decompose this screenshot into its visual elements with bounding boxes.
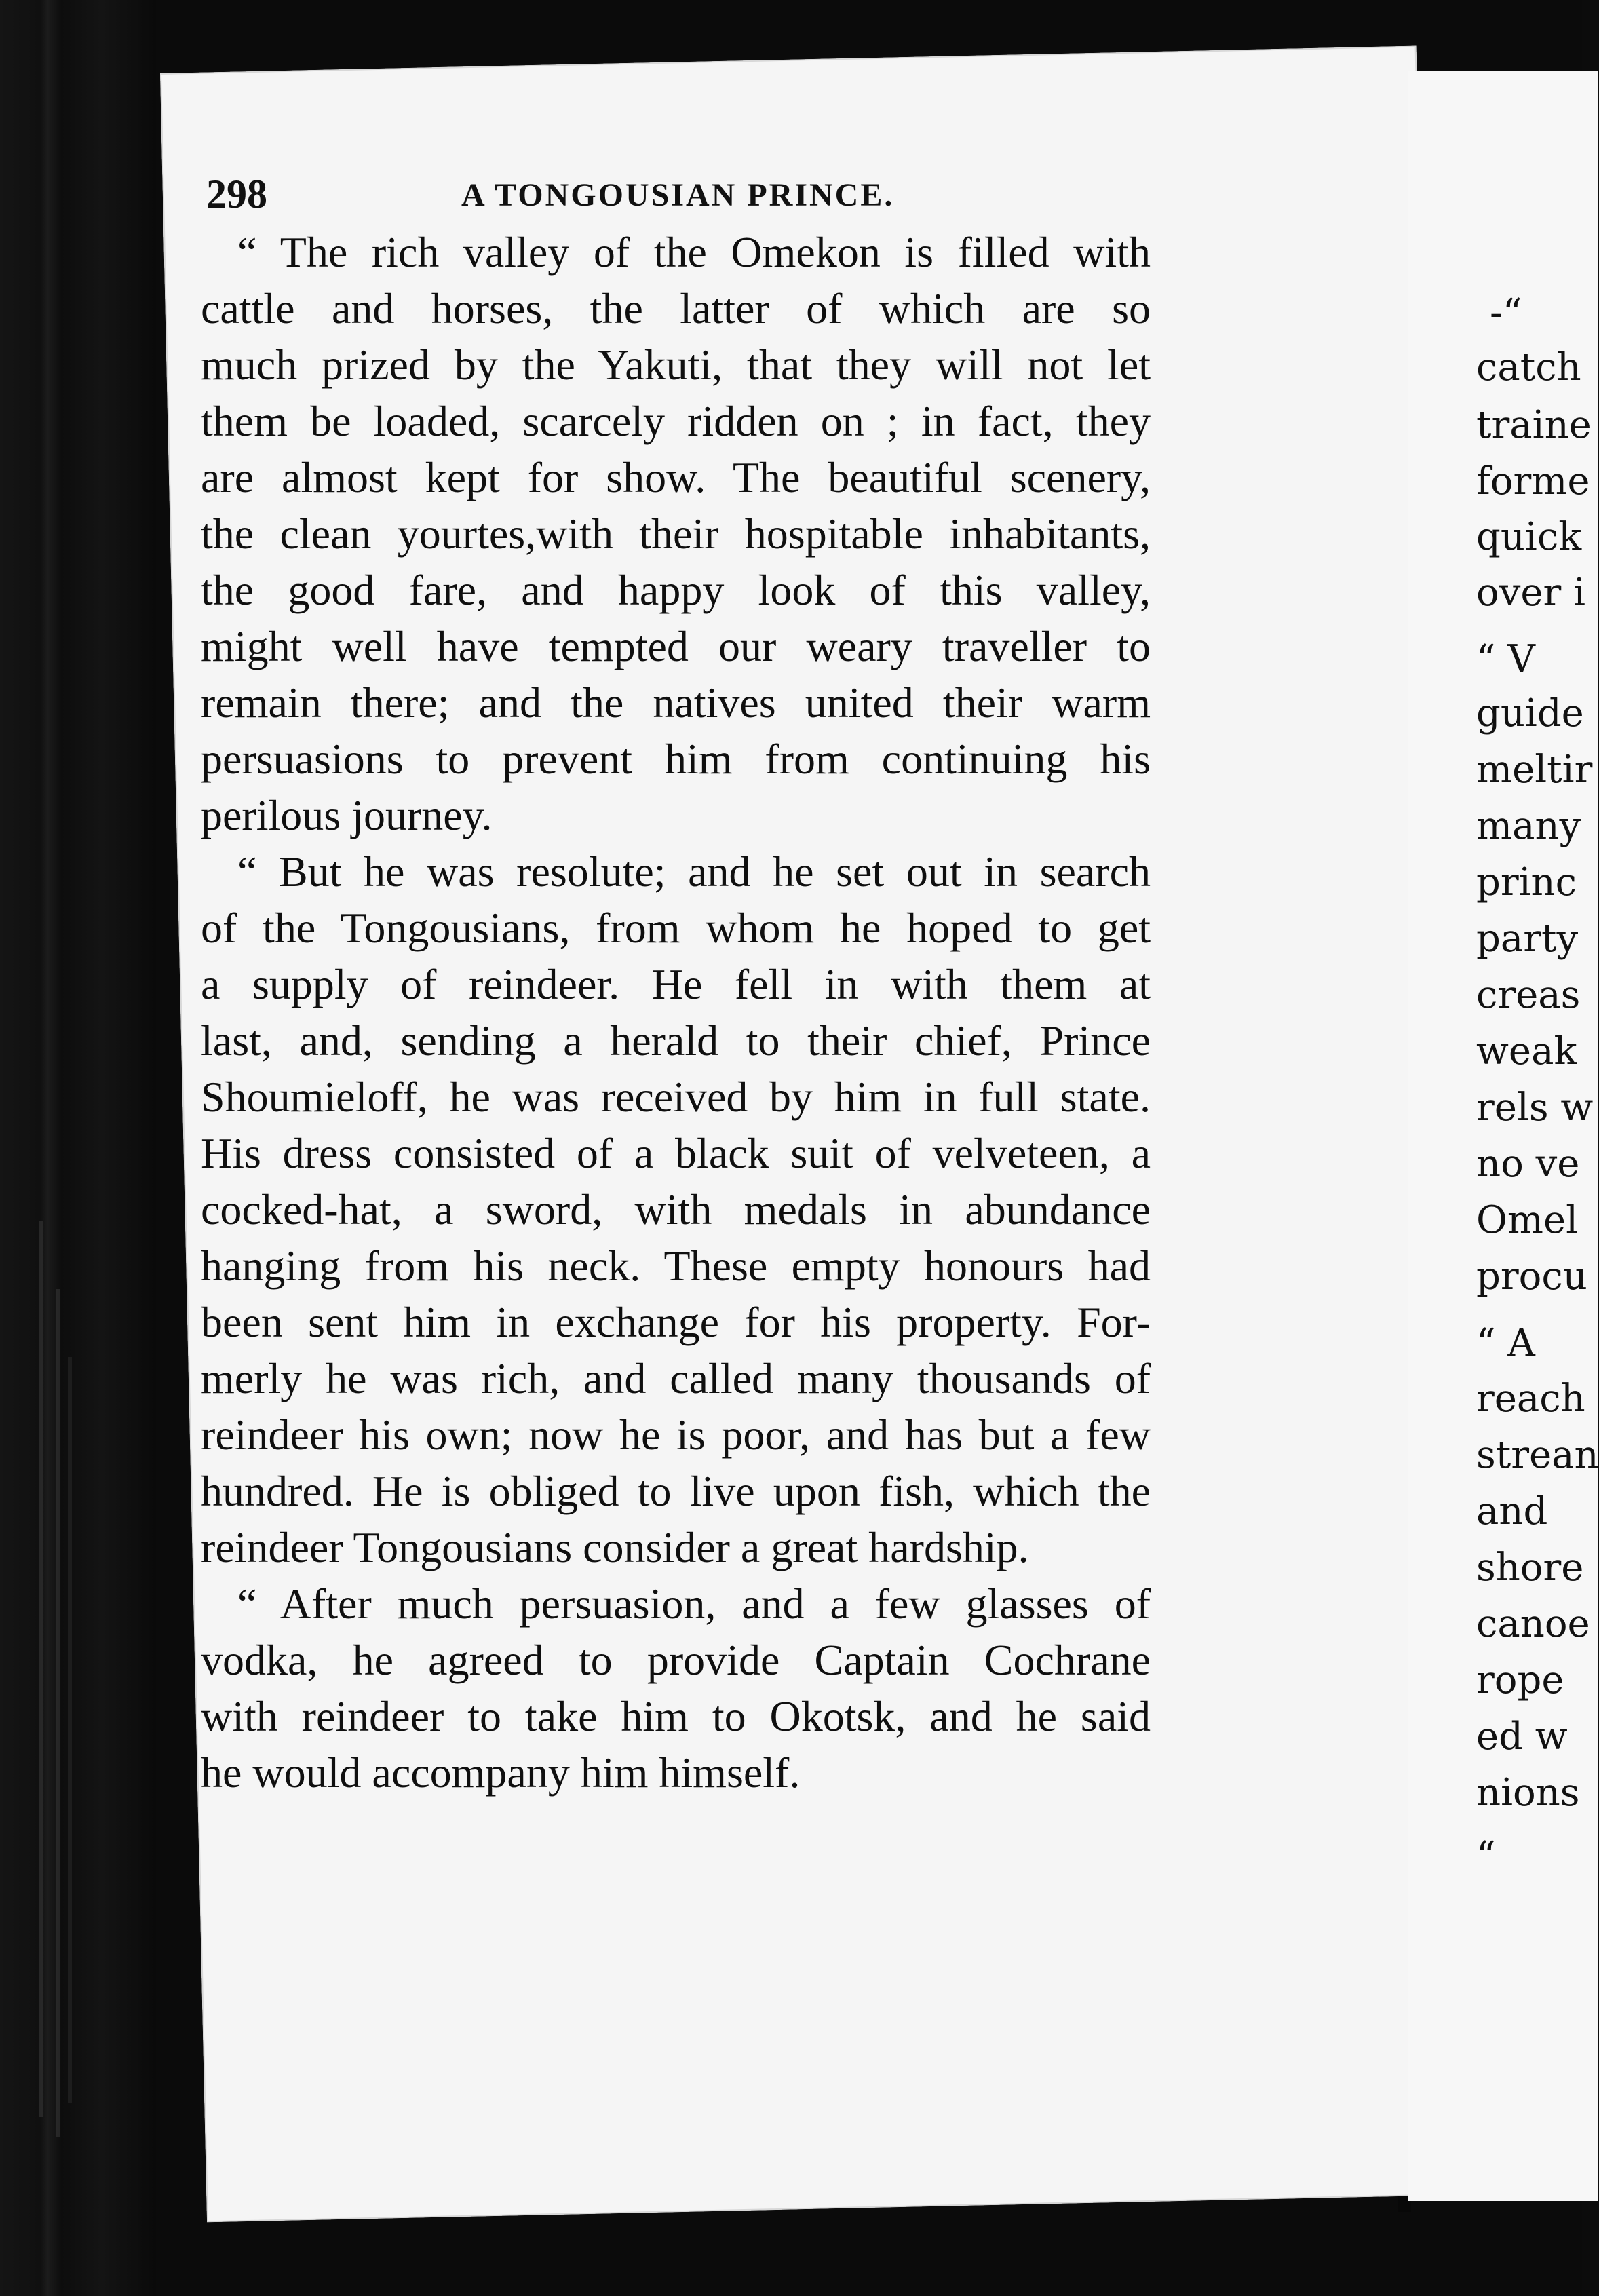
- text-line: “ The rich valley of the Omekon is filled with: [237, 228, 1151, 276]
- right-page-line-fragment: creas: [1476, 973, 1581, 1017]
- binding-streak: [56, 1289, 60, 2137]
- right-page-line-fragment: strean: [1476, 1433, 1599, 1477]
- paragraph: [201, 843, 1151, 1575]
- paragraph: [201, 224, 1151, 843]
- text-line: much prized by the Yakuti, that they will not let: [201, 341, 1151, 389]
- right-page-line-fragment: -“: [1490, 291, 1522, 335]
- right-page-line-fragment: no ve: [1476, 1142, 1580, 1186]
- text-line: cattle and horses, the latter of which are so: [201, 284, 1151, 332]
- right-page-line-fragment: guide: [1476, 691, 1584, 735]
- right-page-line-fragment: many: [1476, 804, 1581, 848]
- right-page-line-fragment: “: [1476, 1834, 1496, 1878]
- text-line: the clean yourtes,with their hospitable inhabitants,: [201, 510, 1151, 558]
- binding-streak: [39, 1221, 43, 2117]
- text-line: Shoumieloff, he was received by him in full state.: [201, 1073, 1151, 1121]
- text-line: he would accompany him himself.: [201, 1748, 801, 1797]
- text-line: hundred. He is obliged to live upon fish, which the: [201, 1467, 1151, 1515]
- text-line: “ After much persuasion, and a few glasses of: [237, 1580, 1151, 1628]
- right-page-line-fragment: rels w: [1476, 1086, 1594, 1130]
- text-line: reindeer his own; now he is poor, and has but a few: [201, 1411, 1151, 1459]
- body-text: [201, 224, 1151, 1801]
- text-line: last, and, sending a herald to their chief, Prince: [201, 1016, 1151, 1065]
- right-page-line-fragment: reach: [1476, 1377, 1585, 1421]
- right-page-line-fragment: party: [1476, 917, 1579, 961]
- binding-streak: [68, 1357, 72, 2103]
- running-head-title: A TONGOUSIAN PRINCE.: [461, 177, 895, 213]
- text-line: cocked-hat, a sword, with medals in abundance: [201, 1185, 1151, 1233]
- text-line: merly he was rich, and called many thousands of: [201, 1354, 1151, 1402]
- text-line: the good fare, and happy look of this valley,: [201, 566, 1151, 614]
- text-line: of the Tongousians, from whom he hoped to get: [201, 904, 1151, 952]
- text-line: perilous journey.: [201, 791, 493, 839]
- text-line: “ But he was resolute; and he set out in search: [237, 847, 1151, 896]
- paragraph: [201, 1575, 1151, 1801]
- text-line: a supply of reindeer. He fell in with them at: [201, 960, 1151, 1008]
- right-page-line-fragment: forme: [1476, 459, 1590, 503]
- text-line: might well have tempted our weary traveller to: [201, 622, 1151, 670]
- right-page-line-fragment: “ V: [1476, 637, 1535, 681]
- page-number: 298: [206, 172, 267, 216]
- right-page-line-fragment: catch: [1476, 345, 1581, 389]
- text-line: with reindeer to take him to Okotsk, and he said: [201, 1692, 1151, 1740]
- right-page-line-fragment: procu: [1476, 1255, 1587, 1299]
- right-page-line-fragment: ed w: [1476, 1715, 1568, 1759]
- text-line: vodka, he agreed to provide Captain Cochrane: [201, 1636, 1151, 1684]
- right-page-line-fragment: Omel: [1476, 1198, 1579, 1242]
- right-page-line-fragment: traine: [1476, 403, 1592, 447]
- book-binding-edge: [0, 0, 156, 2296]
- text-line: are almost kept for show. The beautiful scenery,: [201, 453, 1151, 501]
- right-page-line-fragment: canoe: [1476, 1602, 1590, 1646]
- text-line: them be loaded, scarcely ridden on ; in fact, they: [201, 397, 1151, 445]
- right-page-line-fragment: nions: [1476, 1771, 1580, 1815]
- text-line: been sent him in exchange for his property. For-: [201, 1298, 1151, 1346]
- right-page-line-fragment: over i: [1476, 571, 1585, 615]
- right-page-partial: [1408, 71, 1598, 2201]
- text-line: His dress consisted of a black suit of velveteen, a: [201, 1129, 1151, 1177]
- right-page-line-fragment: princ: [1476, 860, 1577, 904]
- right-page-line-fragment: meltir: [1476, 748, 1593, 792]
- right-page-line-fragment: and: [1476, 1489, 1548, 1533]
- right-page-line-fragment: “ A: [1476, 1321, 1535, 1365]
- text-line: hanging from his neck. These empty honours had: [201, 1242, 1151, 1290]
- right-page-line-fragment: weak: [1476, 1029, 1577, 1073]
- right-page-line-fragment: rope: [1476, 1658, 1564, 1702]
- text-line: reindeer Tongousians consider a great hardship.: [201, 1523, 1029, 1571]
- right-page-line-fragment: shore: [1476, 1546, 1584, 1590]
- right-page-line-fragment: quick: [1476, 515, 1582, 559]
- text-line: remain there; and the natives united their warm: [201, 678, 1151, 727]
- text-line: persuasions to prevent him from continuing his: [201, 735, 1151, 783]
